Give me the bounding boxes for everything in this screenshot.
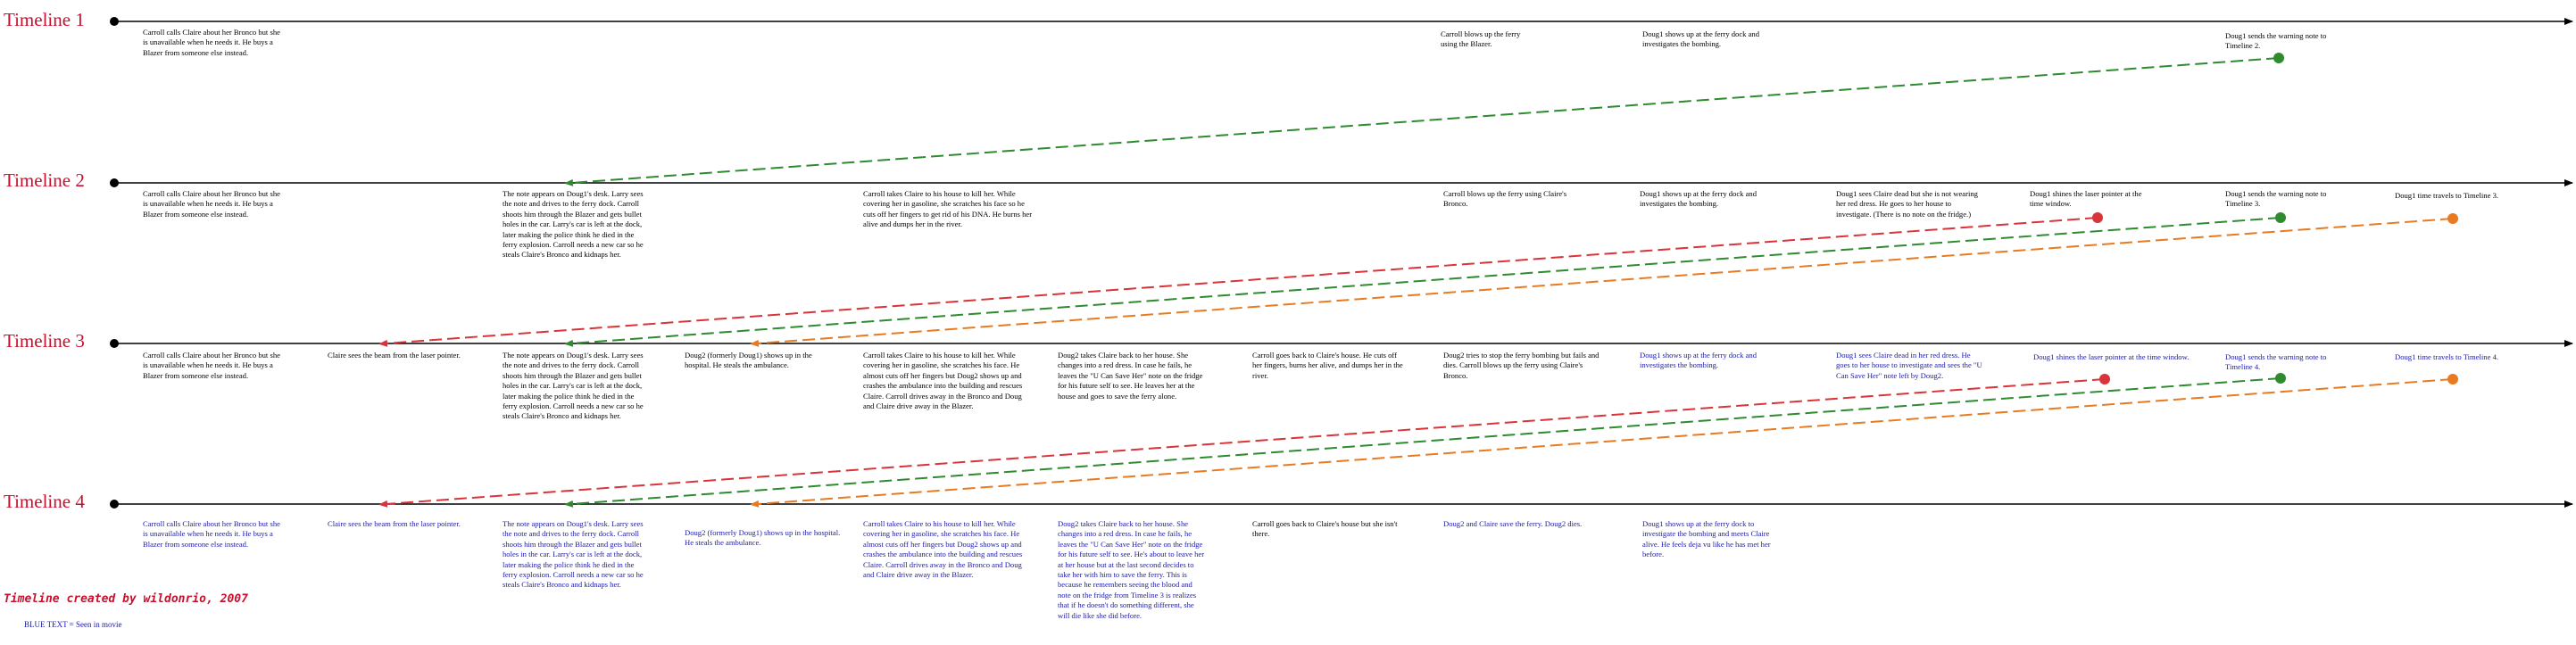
timeline-4-start-dot [110,500,119,509]
t4-note: Claire sees the beam from the laser pointer. [328,519,461,528]
t1-note: Carroll blows up the ferry using the Blazer. [1441,29,1521,49]
time-travel-origin-dot [2275,373,2286,384]
t4-note: Doug2 (formerly Doug1) shows up in the hospital. He steals the ambulance. [685,528,841,548]
timeline-2-start-dot [110,178,119,187]
t3-note: Doug1 shows up at the ferry dock and investigates the bombing. [1640,351,1757,370]
t3-note: Doug2 (formerly Doug1) shows up in the hospital. He steals the ambulance. [685,351,812,370]
t3-note: Carroll calls Claire about her Bronco but she is unavailable when he needs it. He buys a Blazer from someone else instead. [143,351,280,380]
t4-note: Carroll takes Claire to his house to kill her. While covering her in gasoline, she scratches his face. He almost cuts off her fingers but Doug2 shows up and crashes the ambulance into the building and rescues Claire. Carroll drives away in the Bronco and Doug and Claire drive away in the Blazer. [863,519,1023,580]
t2-note: Carroll calls Claire about her Bronco but she is unavailable when he needs it. He buys a Blazer from someone else instead. [143,189,280,219]
t4-note: Carroll goes back to Claire's house but she isn't there. [1252,519,1398,539]
t3-note: Carroll takes Claire to his house to kill her. While covering her in gasoline, she scratches his face. He almost cuts off her fingers but Doug2 shows up and crashes the ambulance into the building and rescues Claire. Carroll drives away in the Bronco and Doug and Claire drive away in the Blazer. [863,351,1023,411]
timeline-1-label: Timeline 1 [4,9,85,30]
timeline-3-label: Timeline 3 [4,330,85,351]
time-travel-origin-dot [2092,212,2103,223]
t1-note: Carroll calls Claire about her Bronco but she is unavailable when he needs it. He buys a Blazer from someone else instead. [143,28,280,57]
t2-note: The note appears on Doug1's desk. Larry sees the note and drives to the ferry dock. Carroll shoots him through the Blazer and gets bullet holes in the car. Larry's car is left at the dock, later making the police think he died in the ferry explosion. Carroll needs a new car so he steals Claire's Bronco and kidnaps her. [503,189,644,260]
t3-note: Doug2 takes Claire back to her house. She changes into a red dress. In case he fails, he leaves the "U Can Save Her" note on the fridge for his future self to see. He leaves her at the house and goes to save the ferry alone. [1058,351,1203,401]
t3-note: Doug1 shines the laser pointer at the time window. [2033,352,2190,361]
time-travel-arrow [571,58,2279,183]
t3-note: Doug2 tries to stop the ferry bombing but fails and dies. Carroll blows up the ferry using Claire's Bronco. [1443,351,1600,380]
timeline-4-label: Timeline 4 [4,491,85,512]
t2-note: Doug1 sends the warning note to Timeline 3. [2225,189,2327,209]
legend-note: BLUE TEXT = Seen in movie [24,620,122,629]
t3-note: Claire sees the beam from the laser pointer. [328,351,461,360]
t3-note: Doug1 time travels to Timeline 4. [2395,352,2499,361]
time-travel-arrow [571,378,2281,504]
timeline-2-label: Timeline 2 [4,170,85,191]
time-travel-origin-dot [2447,374,2458,385]
t2-note: Doug1 shows up at the ferry dock and investigates the bombing. [1640,189,1757,209]
t3-note: Doug1 sees Claire dead in her red dress. He goes to her house to investigate and sees the "U Can Save Her" note left by Doug2. [1836,351,1982,380]
credit-line: Timeline created by wildonrio, 2007 [4,592,248,606]
t4-note: Doug2 takes Claire back to her house. She changes into a red dress. In case he fails, he leaves the "U Can Save Her" note on the fridge for his future self to see. He's about to leave her at her house but at the last second decides to take her with him to save the ferry. This is because he remembers seeing the blood and note on the fridge from Timeline 3 is realizes that if he doesn't do something different, she will die like she did before. [1058,519,1205,620]
t2-note: Doug1 time travels to Timeline 3. [2395,191,2499,200]
time-travel-origin-dot [2273,53,2284,63]
t2-note: Carroll takes Claire to his house to kill her. While covering her in gasoline, she scratches his face so he cuts off her fingers to get rid of his DNA. He burns her alive and dumps her in the river. [863,189,1033,229]
t3-note: The note appears on Doug1's desk. Larry sees the note and drives to the ferry dock. Carroll shoots him through the Blazer and gets bullet holes in the car. Larry's car is left at the dock, later making the police think he died in the ferry explosion. Carroll needs a new car so he steals Claire's Bronco and kidnaps her. [503,351,644,421]
time-travel-arrow [757,219,2453,343]
timeline-3-start-dot [110,339,119,348]
t2-note: Carroll blows up the ferry using Claire's Bronco. [1443,189,1567,209]
timeline-1-start-dot [110,17,119,26]
time-travel-origin-dot [2447,213,2458,224]
time-travel-origin-dot [2099,374,2110,385]
t4-note: Doug2 and Claire save the ferry. Doug2 dies. [1443,519,1583,528]
t4-note: Carroll calls Claire about her Bronco but she is unavailable when he needs it. He buys a Blazer from someone else instead. [143,519,280,549]
t3-note: Doug1 sends the warning note to Timeline 4. [2225,352,2327,372]
t4-note: Doug1 shows up at the ferry dock to investigate the bombing and meets Claire alive. He feels deja vu like he has met her before. [1642,519,1771,559]
t2-note: Doug1 sees Claire dead but she is not wearing her red dress. He goes to her house to investigate. (There is no note on the fridge.) [1836,189,1978,219]
t2-note: Doug1 shines the laser pointer at the time window. [2030,189,2142,209]
t1-note: Doug1 shows up at the ferry dock and investigates the bombing. [1642,29,1760,49]
t3-note: Carroll goes back to Claire's house. He cuts off her fingers, burns her alive, and dumps her in the river. [1252,351,1403,380]
t4-note: The note appears on Doug1's desk. Larry sees the note and drives to the ferry dock. Carroll shoots him through the Blazer and gets bullet holes in the car. Larry's car is left at the dock, later making the police think he died in the ferry explosion. Carroll needs a new car so he steals Claire's Bronco and kidnaps her. [503,519,644,590]
time-travel-arrow [571,218,2281,343]
t1-note: Doug1 sends the warning note to Timeline 2. [2225,31,2327,51]
time-travel-origin-dot [2275,212,2286,223]
